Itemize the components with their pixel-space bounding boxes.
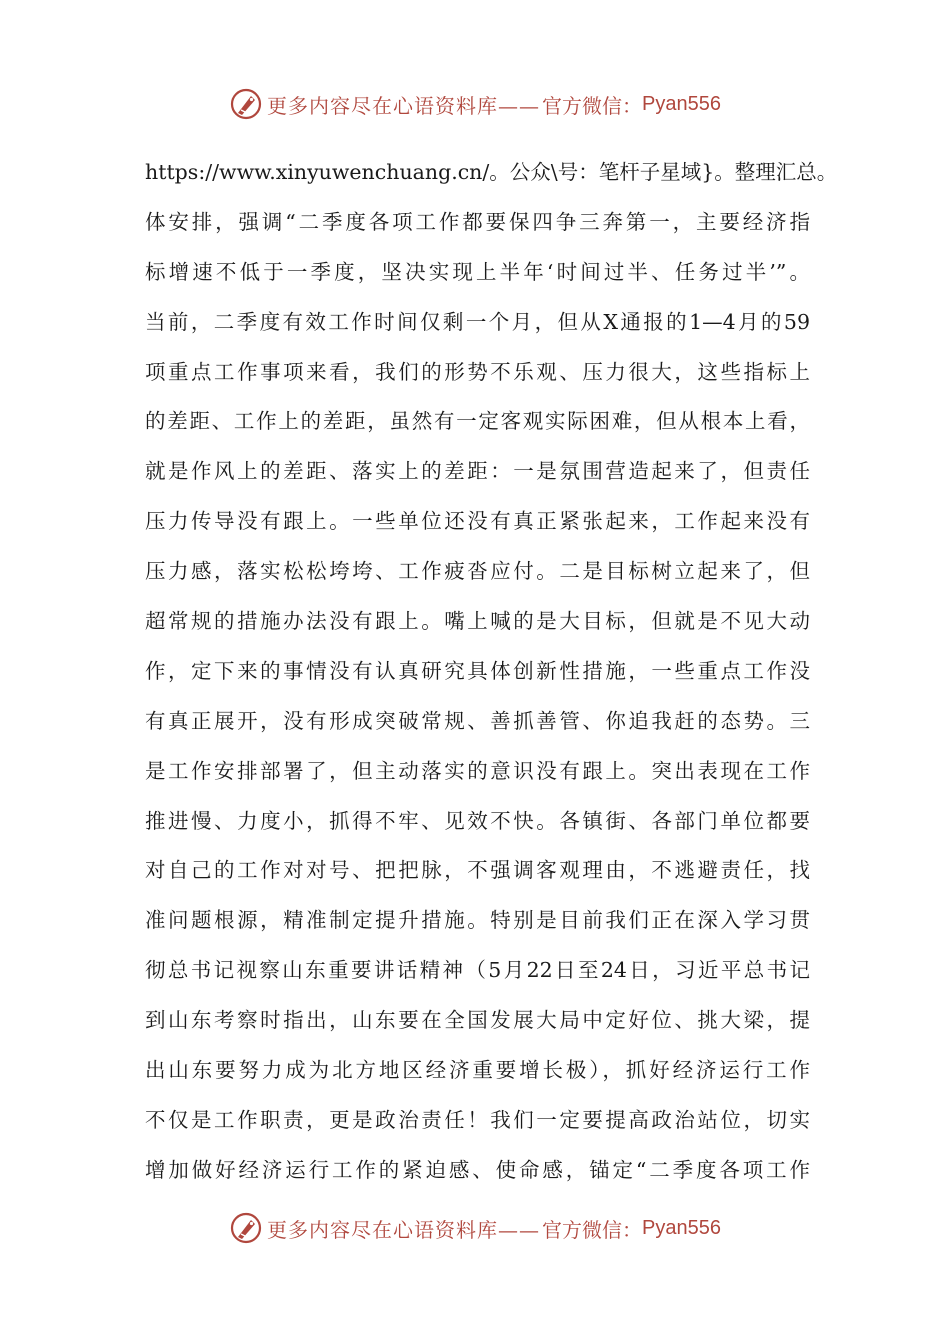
body-text-line: https://www.xinyuwenchuang.cn/。公众\号：笔杆子星域}。整理汇总。 [145, 160, 838, 184]
body-text-line: 超常规的措施办法没有跟上。嘴上喊的是大目标，但就是不见大动 [145, 609, 810, 634]
header-watermark-banner [0, 84, 950, 124]
body-text-line: 体安排，强调“二季度各项工作都要保四争三奔第一，主要经济指 [145, 209, 810, 234]
banner-contact-label: 官方微信： [542, 1217, 643, 1242]
body-text-line: 是工作安排部署了，但主动落实的意识没有跟上。突出表现在工作 [145, 758, 810, 783]
body-text-line: 就是作风上的差距、落实上的差距：一是氛围营造起来了，但责任 [145, 459, 810, 484]
document-body [145, 148, 838, 1196]
body-text-line: 彻总书记视察山东重要讲话精神（5月22日至24日，习近平总书记 [145, 958, 810, 983]
pen-nib-logo-icon [229, 87, 263, 121]
banner-text: 更多内容尽在心语资料库—— [267, 93, 541, 118]
body-text-line: 增加做好经济运行工作的紧迫感、使命感，锚定“二季度各项工作 [145, 1157, 810, 1182]
body-text-line: 到山东考察时指出，山东要在全国发展大局中定好位、挑大梁，提 [145, 1008, 810, 1033]
body-text-line: 的差距、工作上的差距，虽然有一定客观实际困难，但从根本上看， [145, 409, 810, 434]
body-text-line: 作，定下来的事情没有认真研究具体创新性措施，一些重点工作没 [145, 658, 810, 683]
pen-nib-logo-icon [229, 1211, 263, 1245]
body-text-line: 标增速不低于一季度，坚决实现上半年‘时间过半、任务过半’”。 [145, 259, 810, 284]
body-text-line: 推进慢、力度小，抓得不牢、见效不快。各镇街、各部门单位都要 [145, 808, 810, 833]
body-text-line: 准问题根源，精准制定提升措施。特别是目前我们正在深入学习贯 [145, 908, 810, 933]
body-text-line: 项重点工作事项来看，我们的形势不乐观、压力很大，这些指标上 [145, 359, 810, 384]
body-text-line: 不仅是工作职责，更是政治责任！我们一定要提高政治站位，切实 [145, 1107, 810, 1132]
footer-watermark-banner [0, 1208, 950, 1248]
body-text-line: 有真正展开，没有形成突破常规、善抓善管、你追我赶的态势。三 [145, 708, 810, 733]
banner-contact-label: 官方微信： [542, 93, 643, 118]
banner-contact-id: Pyan556 [642, 1216, 721, 1239]
body-text-line: 当前，二季度有效工作时间仅剩一个月，但从X通报的1—4月的59 [145, 309, 810, 334]
banner-text: 更多内容尽在心语资料库—— [267, 1217, 541, 1242]
body-text-line: 出山东要努力成为北方地区经济重要增长极），抓好经济运行工作 [145, 1058, 810, 1083]
body-text-line: 对自己的工作对对号、把把脉，不强调客观理由，不逃避责任，找 [145, 858, 810, 883]
banner-contact-id: Pyan556 [642, 92, 721, 115]
body-text-line: 压力感，落实松松垮垮、工作疲沓应付。二是目标树立起来了，但 [145, 559, 810, 584]
body-text-line: 压力传导没有跟上。一些单位还没有真正紧张起来，工作起来没有 [145, 509, 810, 534]
